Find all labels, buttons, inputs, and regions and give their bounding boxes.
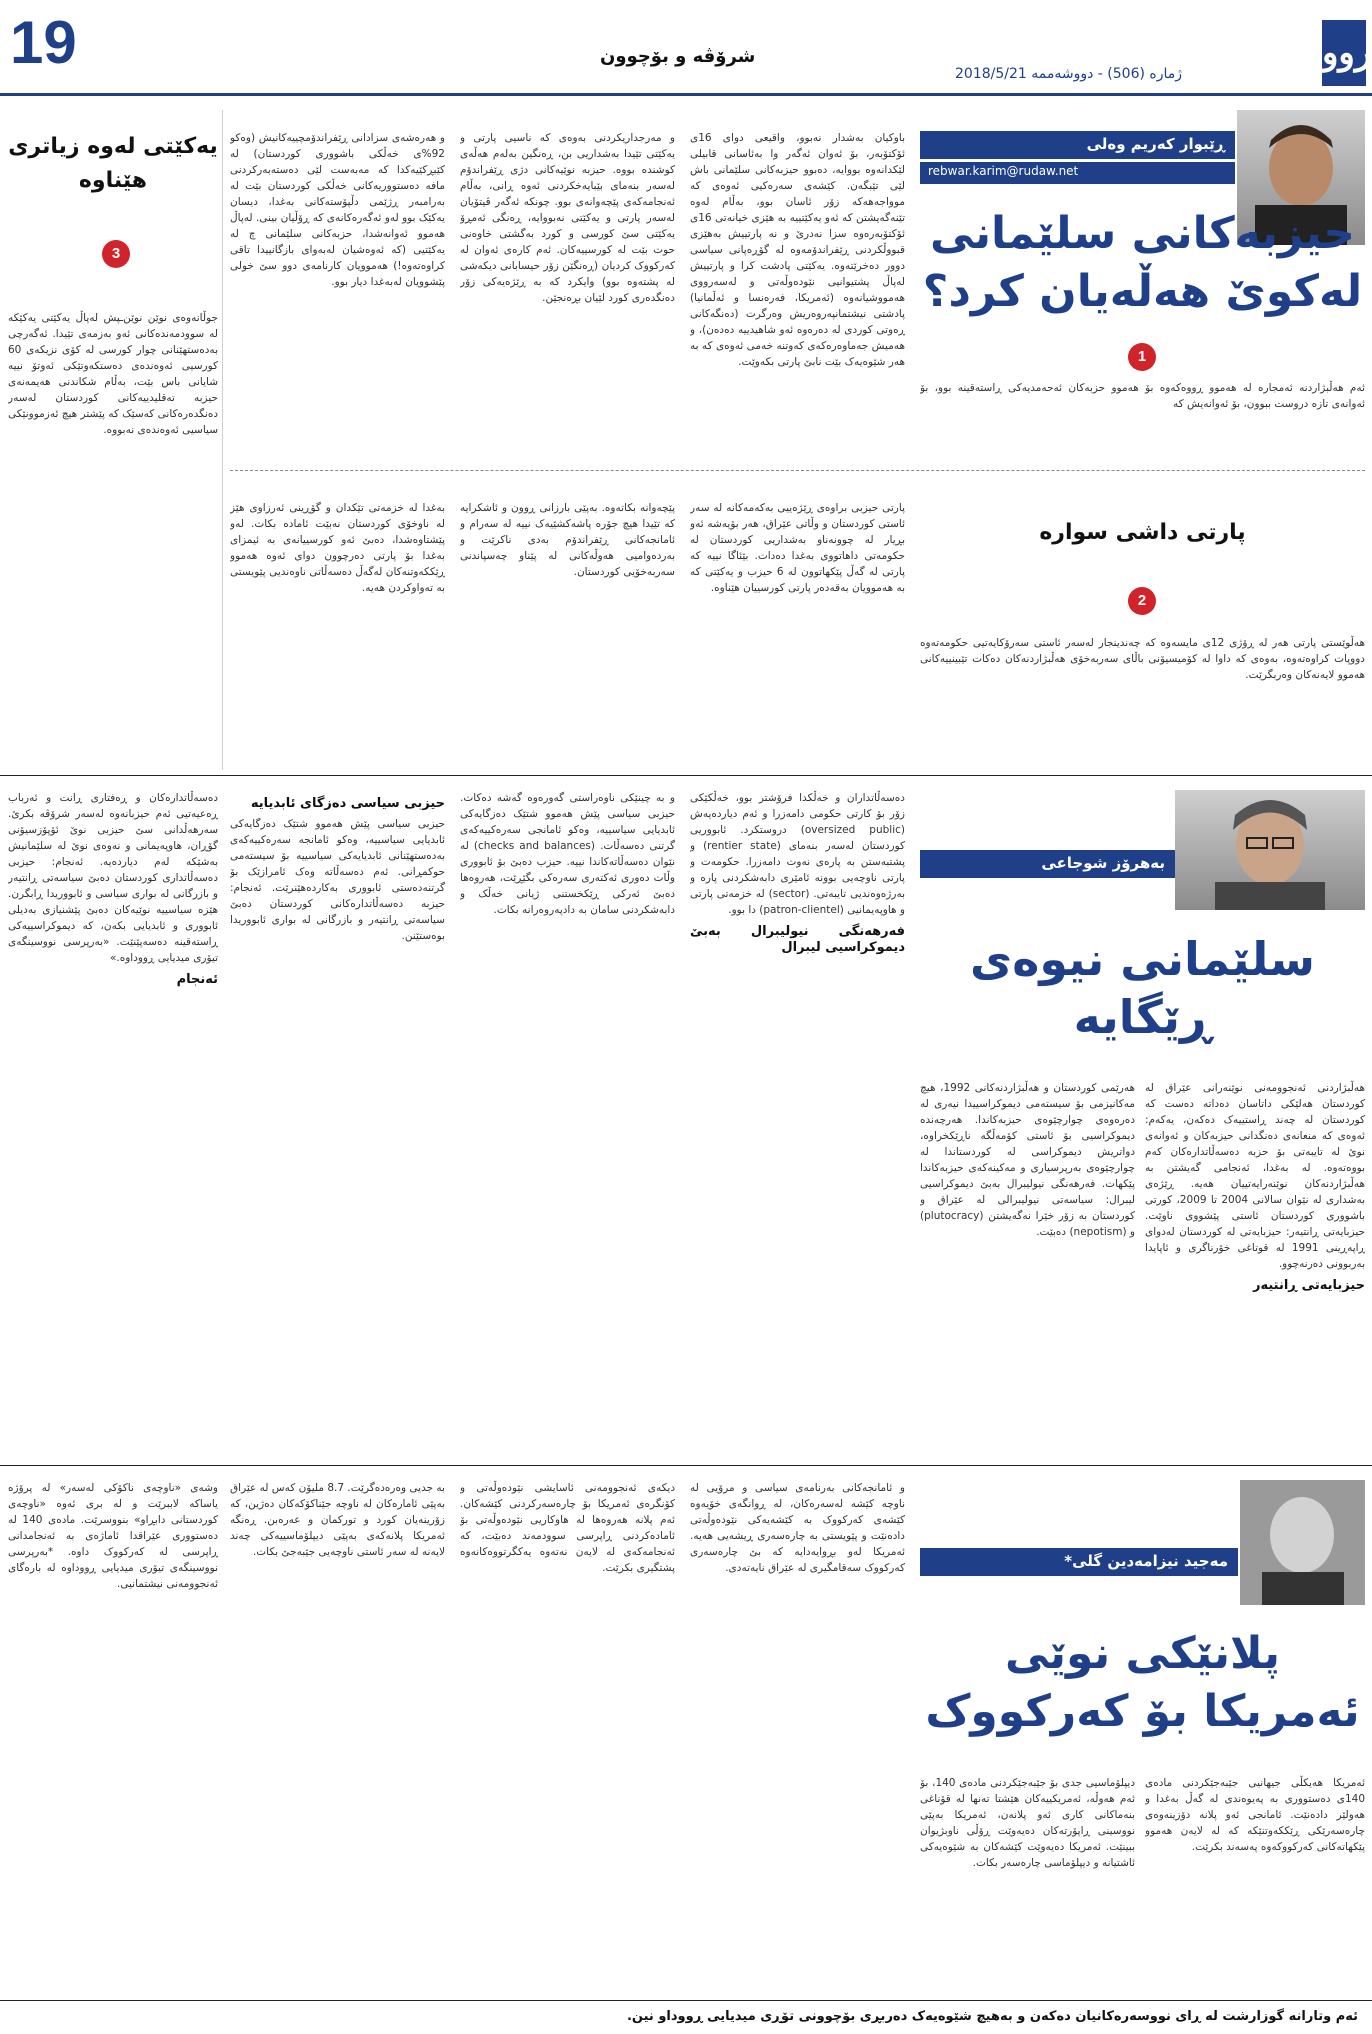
rudaw-logo: روو [1322,20,1366,86]
article5-col3: و ئامانجەکانی بەرنامەی سیاسی و مرۆیی لە ناوچە کێشە لەسەرەکان، لە ڕوانگەی خۆیەوە کێشەی کەرکووک بە کێشەیەکی نێودەوڵەتی دادەنێت و پێویستی بە چارەسەری ڕیشەیی هەیە. ئەمریکا لەو بڕوایەدایە کە بێ چارەسەری کەرکووک سەقامگیری لە عێراق نایەتەدی. [690,1482,905,1574]
article4-col3: دەسەڵاتداران و خەڵکدا فرۆشتر بوو، خەڵکێکی زۆر بۆ کارتی حکومی دامەزرا و ئەم دیاردەیەش (oversized public) دروستکرد. ئابووریی کوردستان لەسەر بنەمای (rentier state) و پشتبەستن بە پارەی نەوت دامەزرا. حکومەت و پارتی ناوچەیی بوونە ئامێری دابەشکردنی پارە و بەرژەوەندیی تایبەتی. (sector) لە خزمەتی پارتی و هاوپەیمانیی (patron-clientel) دا بوو. فەرهەنگی نیولیبرال بەبێ دیموکراسیی لیبرال [690,792,905,955]
article4-subhead-party: حیزبی سیاسی دەزگای ئابدیایە [250,796,445,811]
author-name-rebwar: ڕێبوار کەریم وەلی [920,131,1235,159]
article2-col4: بەغدا لە خزمەتی تێکدان و گۆڕینی ئەرزاوی هێز لە ناوخۆی کوردستان نەبێت ئامادە بکات. لەو پێشتاوەشدا، دەبێ ئەو کورسییانەی بە ئیمزای بەغدا بۆ پارتی دەرچوون دوای ئەوە هەموو ڕێککەوتنەکان لەگەڵ دەسەڵاتی ناوەندیی پێویستی بە تەواوکردن هەیە. [230,502,445,594]
disclaimer-footer: ئەم وتارانە گوزارشت لە ڕای نووسەرەکانیان دەکەن و بەهیچ شێوەیەک دەربڕی بۆچوونی تۆڕی میدیایی ڕووداو نین. [0,2000,1372,2034]
article1-col2: و مەرجداریکردنی بەوەی کە ناسیی پارتی و یەکێتی تێیدا بەشداریی بن، ڕەنگین بەلەم هەڵەی کوشندە بووە. حیزبە نوێیەکانی دژی ڕێفراندۆم لەسەر بنەمای بێبایەخکردنی ئەوە ڕانی، بەڵام ئەنجامەکەی پێچەوانەی بوو. چونکە ئەگەر ڤیتۆیان لەسەر پارتی و یەکێتی نەبووایە، ڕەنگی ئەمڕۆ یەکێتی سێ کورسی و کورد بەگشتی خاوەنی حوت بێت لە کورسییەکان. ئەم کارەی ئەوان لە کەرکووک کردیان (ڕەنگێن زۆر حیسابانی دیکەشی لە پشتەوە بوو) وایکرد کە بە ڕێژەیەکی زۆر دەنگدەری کورد لێیان بڕەنجێن. [460,132,675,304]
issue-line: ژمارە (506) - دووشەممە 2018/5/21 [955,66,1183,82]
section-divider [0,775,1372,776]
article4-subhead-neoliberal: فەرهەنگی نیولیبرال بەبێ دیموکراسیی لیبرال [690,924,905,955]
article1-col3: و هەرەشەی سزادانی ڕێفراندۆمچییەکانیش (وەکو 92%ی خەڵکی باشووری کوردستان) لە کێبڕکێیەکدا کە مەبەست لێی دەستەبەرکردنی مافە دەستووریەکانی خەڵکی کوردستان بێت لە بەرامبەر ڕژێمی دڵپۆستەکانی بەغدا، دیسان یەکێک بوو لەو ئەگەرەکانەی کە ڕۆڵیان بینی. لەپاڵ هەموو ئەوانەشدا، حزبەکانی سلێمانی چ لە یەکێتیی (کە ئەوەشیان لەبەوای بازگانییدا تاقی کراوەتەوە!) هەموویان کارنامەی دوو سێ خولی پێشوویان لەبەغدا دیار بوو. [230,132,445,288]
article4-col5: حیزبی سیاسی دەزگای ئابدیایە حیزبی سیاسی پێش هەموو شتێک دەزگایەکی ئابدیایی سیاسییە، وەکو ئامانجە سەرەکییەکەی بەدەستهێنانی ئابدیایەکی سیاسییە بۆ سیستەمی حوکمڕانی. ئەم دەسەڵاتە وەک ئامرازێک بۆ گرتنەدەستی ئابووری بەکاردەهێنرێت. ئەنجام: حیزبە دەسەڵاتدارەکانی کوردستان دەبێ سیاسەتی ڕانتیەر و بازرگانی لە بواری ئابووریدا بوەستێنن. [230,796,445,942]
article2-col3: پێچەوانە بکاتەوە. بەپێی بارزانی ڕوون و ئاشکرایە کە تێیدا هیچ جۆرە پاشەکشێیەک نییە لە سەرام و ئامانجەکانی ڕێفراندۆم بەدی ناکرێت و بەردەوامیی هەوڵەکانی لە پێناو چەسپاندنی سەربەخۆیی کوردستان. [460,502,675,578]
article5-col4: دیکەی ئەنجوومەنی ئاسایشی نێودەوڵەتی و کۆنگرەی ئەمریکا بۆ چارەسەرکردنی کێشەکان. ئەم پلانە هەروەها لە هاوکاریی نێودەوڵەتی بۆ ئامادەکردنی ڕاپرسی سوودمەند دەبێت، کە ئەنجامەکەی لە لایەن نەتەوە یەکگرتووەکانەوە پشتگیری بکرێت. [460,1482,675,1574]
article2-title: پارتی داشی سوارە [1039,520,1246,545]
section-title: شرۆڤە و بۆچوون [600,46,756,67]
article5-title: پلانێکی نوێی ئەمریکا بۆ کەرکووک [925,1628,1360,1737]
article1-lead: ئەم هەڵبژاردنە ئەمجارە لە هەموو ڕووەکەوە بۆ هەموو حزبەکان ئەحەمدیەکی ڕاستەقینە بوو، بۆ ئەوانەی تازە دروست ببوون، بۆ ئەوانەیش کە [920,382,1365,410]
article4-title: سلێمانی نیوەی ڕێگایە [970,932,1315,1044]
article5-col6: وشەی «ناوچەی ناکۆکی لەسەر» لە پرۆژە یاساکە لاببرێت و لە بری ئەوە «ناوچەی کوردستانی دابڕاو» بنووسرێت. مادەی 140 لە دەستووری عێراقدا ئاماژەی بە ئەنجامدانی ڕاپرسی لە کەرکووک داوە. *بەرپرسی نووسینگەی تیۆری میدیایی ڕووداوە لە بارەگای ئەنجوومەنی نیشتمانیی. [8,1482,218,1590]
article2-col2: پارتی حیزبی براوەی ڕێژەییی بەکەمەکانە لە سەر ئاستی کوردستان و وڵاتی عێراق، هەر بۆیەشە ئەو بڕیار لە چوونەناو بەشداریی کوردستان لە حکومەتی داهاتووی بەغدا دەدات. بێئاگا نییە کە پارتی لە گەڵ پێکهاتوون لە 6 حیزب و یەکێتی کە بە هەموویان بەقەدەر پارتی کورسییان هێناوە. [690,502,905,594]
article1-col1: باوکیان بەشدار نەبوو، واقیعی دوای 16ی ئۆکتۆبەر، بۆ ئەوان ئەگەر وا بەئاسانی قابیلی لێکدانەوە بووایە، دەبوو حیزبەکانی سلێمانی باش لێی تێبگەن. کێشەی سەرەکیی ئەوەی کە موواجەهەکە زۆر ئاسان بوو، بەڵام لەوە تێنەگەیشتن کە ئەو یەکێتییە بە هێزی خیانەتی 16ی ئۆکتۆبەرەوە سزا نەدرێ و نە پارتییش بەهێزی قبووڵکردنی ڕێفراندۆمەوە لە گۆڕەپانی سیاسی دوور دەخرێتەوە. یەکێتی پادشت کرا و پارتییش لەپاڵ پشتیوانیی نێودەوڵەتی و لەسەرووی هەمووشیانەوە (ئەمریکا، فەرەنسا و ئەڵمانیا) پادشتی نیشتمانپەروەریش وەرگرت (دەنگەکانی ڕەوتی کوردی لە دەرەوە ئەو شاهیدییە دەدەن)، و هەمیش جەماوەرەکەی کەوتنە خەمی ئەوەی کە بە هەر شێوەیەک بێت نابێ پارتی بکەوێت. [690,132,905,368]
article1-title: حیزبەکانی سلێمانی لەکوێ هەڵەیان کرد؟ [922,208,1363,317]
article2-badge: 2 [1128,587,1156,615]
article3-title: یەکێتی لەوە زیاتری هێناوە [8,134,218,193]
article3-badge: 3 [102,240,130,268]
section-divider [0,1465,1372,1466]
author-photo-behroz [1175,790,1365,910]
article1-badge: 1 [1128,343,1156,371]
masthead [0,0,1372,96]
section-divider-dashed [230,470,1365,471]
column-divider [222,110,223,770]
author-name-behroz: بەهرۆز شوجاعی [920,850,1175,878]
article4-col6: دەسەڵاتدارەکان و ڕەفتاری ڕانت و ئەرباب ڕەعیەتیی ئەم حیزبانەوە لەسەر شرۆڤە بکرێ. سەرهەڵدانی سێ حیزبی نوێ ئۆپۆزسیۆنی گۆڕان، هاوپەیمانی و نەوەی نوێ لە سلێمانیش بەشێکە لەم دیاردەیە. ئەنجام: حیزبی دەسەڵاتداری کوردستان دەبێ سیاسەتی ڕانتیەر و بازرگانی لە بواری سیاسی و ئابووریدا ڕابگرن. هێزە سیاسییە نوێیەکان دەبێ پێشنیازی بەدیلی ئابووری و ئابدیایی بکەن، کە دیموکراسییەکی ڕاستەقینە دەسەپێنێت. «بەرپرسی نووسینگەی تیۆری میدیایی ڕووداوە.» ئەنجام [8,792,218,987]
article5-col5: بە جدیی وەرەدەگرێت. 8.7 ملیۆن کەس لە عێراق بەپێی ئامارەکان لە ناوچە جێناکۆکەکان دەژین، کە زۆرینەیان کورد و تورکمان و عەرەبن. ڕەنگە ئەمریکا پلانەکەی بەپێی دیپلۆماسییەکی چەند لایەنە لە سەر ئاستی ناوچەیی جێبەجێ بکات. [230,1482,445,1558]
article5-col1: ئەمریکا هەیکڵی جیهانیی جێبەجێکردنی مادەی 140ی دەستووری بە پەیوەندی لە گەڵ بەغدا و هەولێر دادەنێت. ئامانجی ئەو پلانە دۆزینەوەی چارەسەرێکی ڕێککەوتنێکە کە لە لایەن هەموو پێکهاتەکانی کەرکووکەوە پەسەند بکرێت. [1145,1777,1365,1853]
article5-col2: دیپلۆماسیی جدی بۆ جێبەجێکردنی مادەی 140، بۆ ئەم هەوڵە، ئەمریکییەکان هێشتا تەنها لە قۆناغی بنەماکانی کاری ئەو پلانەن، ئەمریکا بەپێی نووسینی ڕاپۆرتەکان دەیەوێت ڕۆڵی ناوبژیوان ببینێت. ئەمریکا دەیەوێت کێشەکان بە شێوەیەکی ئاشتیانە و دیپلۆماسی چارەسەر بکات. [920,1777,1135,1869]
article4-col4: و بە چینێکی ناوەراستی گەورەوە گەشە دەکات. حیزبی سیاسی پێش هەموو شتێک دەزگایەکی ئابدیایی سیاسییە، وەکو ئامانجی سەرەکییەکەی گرتنی دەسەڵات. (checks and balances) لە نێوان دەسەڵاتەکاندا نییە. حیزب دەبێ بۆ ئابووری وڵات دەوری ئەکتەری سەرەکی بگێڕێت، هەروەها دەبێ ئەرکی ڕێکخستنی ژیانی خەڵک و دابەشکردنی سامان بە دادپەروەرانە بکات. [460,792,675,916]
article4-subhead-rentier: حیزبایەتی ڕانتیەر [1252,1278,1365,1293]
article4-col1: هەڵبژاردنی ئەنجوومەنی نوێنەرانی عێراق لە کوردستان هەلێکی داتاسان دەداتە دەست کە کوردستان لە چەند ڕاستییەک دەکەن، یەکەم: ئەوەی کە منعانەی دەنگدانی حیزبەکان و ئەوانەی نوێ لە تایبەتی بۆ حزبە دەسەڵاتدارەکان کەم بووەتەوە. لە بەغدا، ئەنجامی گەیشتن بە هەڵبژاردنەکان نوێنەرایەتییان هەیە. ڕێژەی بەشداری لە نێوان سالانی 2004 تا 2009، کورتی باشووری کوردستان ئاستی پێشووی ناوێت. حیزبایەتی ڕانتیەر: حیزبایەتی لە کوردستان لەدوای ڕاپەڕینی 1991 لە قوتاغی خۆرناگری و ئاپایدا بەربوونی دەرنەچوو. حیزبایەتی ڕانتیەر [1145,1082,1365,1293]
page-number: 19 [10,9,77,76]
article3-col1: جوڵانەوەی نوێن نوێن‌ـپش لەپاڵ یەکێتی یەکێکە لە سوودمەندەکانی ئەو بەزمەی تێیدا. ئەگەرچی بەدەستهێنانی چوار کورسی لە کۆی نزیکەی 60 کورسیی ئەوەندەی دەستکەوتێکی ئەوتۆ نییە شایانی باس بێت، بەڵام شکاندنی هەیمەنەی حیزبە تەقلیدییەکانی کوردستان لەسەر دەنگدەرەکانی کەسێک کە پێشتر هیچ ئەزموونێکی سیاسیی ئەوەندەی نەبووە. [8,312,218,436]
author-photo-majid [1240,1480,1365,1605]
article2-col1: هەڵوێستی پارتی هەر لە ڕۆژی 12ی مایسەوە کە چەندینجار لەسەر ئاستی سەرۆکایەتیی حکومەتەوە دووپات کراوەتەوە، بەوەی کە داوا لە کۆمیسیۆنی باڵای سەربەخۆی هەڵبژاردنەکان دەکات تێبینییەکانی هەموو لایەنەکان وەربگرێت. [920,637,1365,681]
author-email-rebwar[interactable]: rebwar.karim@rudaw.net [920,162,1235,184]
article4-col2: هەرێمی کوردستان و هەڵبژاردنەکانی 1992، هیچ مەکانیزمی بۆ سیستەمی دیموکراسییدا نیەری لە دەرەوەی چوارچێوەی حیزبەکاندا. هەرچەندە دیموکراسیی بۆ ئاستی کۆمەڵگە ناڕێکخراوە، دواتریش دیموکراسی لە کوردستاندا لە چوارچێوەی بەرپرسیاری و مەکینەکەی حیزبەکاندا پێکهات. فەرهەنگی نیولیبرال بەبێ دیموکراسیی لیبرال: سیاسەتی نیولیبرالی لە عێراق و کوردستان بە زۆر خێرا نەگەیشتن (plutocracy) و (nepotism) دەبێت. [920,1082,1135,1238]
author-name-majid: مەجید نیزامەدین گلی* [920,1548,1238,1576]
article4-subhead-conclusion: ئەنجام [176,972,218,987]
